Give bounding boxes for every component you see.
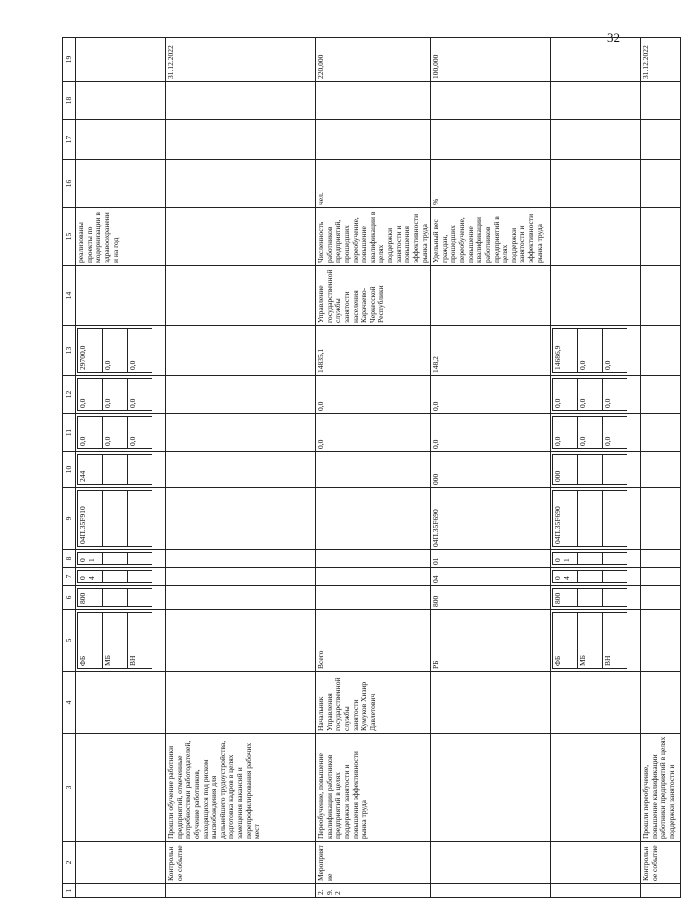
fund-stack	[551, 610, 641, 672]
table-cell-10	[641, 452, 681, 488]
table-cell-4: Начальник Управления государственной службы занятости Кумуков Хизир Давлетович	[316, 672, 431, 734]
column-header: 7	[63, 568, 76, 586]
table-row	[76, 38, 166, 898]
table-cell-3	[431, 734, 551, 842]
fund-stack	[551, 586, 641, 610]
fund-cell	[128, 571, 153, 583]
table-cell-18	[166, 82, 316, 120]
fund-cell: 04П.35F910	[78, 491, 103, 547]
table-cell-1	[76, 884, 166, 898]
table-cell-1	[641, 884, 681, 898]
table-cell-16: %	[431, 160, 551, 208]
column-header: 15	[63, 208, 76, 266]
fund-stack	[551, 326, 641, 376]
fund-cell: 0,0	[553, 417, 578, 449]
table-cell-10: 000	[431, 452, 551, 488]
column-header: 13	[63, 326, 76, 376]
table-cell-14	[166, 266, 316, 326]
fund-cell	[103, 491, 128, 547]
fund-cell: 0,0	[603, 379, 628, 411]
column-header: 11	[63, 414, 76, 452]
table-cell-17	[76, 120, 166, 160]
column-header: 16	[63, 160, 76, 208]
table-cell-3: Прошли обучение работники предприятий, отмеченные потребностями работодателей, обучение работников, находящихся под риском высвобождения для дальнейшего трудоустройства, подготовка кадров в целях замещения вакансий и перепрофилирования рабочих мест	[166, 734, 316, 842]
fund-cell: 0,0	[128, 379, 153, 411]
fund-cell: 0,0	[603, 417, 628, 449]
fund-stack	[76, 452, 166, 488]
table-cell-5	[641, 610, 681, 672]
table-cell-17	[641, 120, 681, 160]
table-cell-8: 01	[431, 550, 551, 568]
fund-cell	[603, 553, 628, 565]
table-cell-8	[166, 550, 316, 568]
table-cell-9	[641, 488, 681, 550]
table-cell-13: 14835,1	[316, 326, 431, 376]
table-cell-17	[431, 120, 551, 160]
table-cell-12	[641, 376, 681, 414]
table-cell-2: Мероприятие	[316, 842, 431, 884]
fund-cell	[103, 589, 128, 607]
table-cell-4	[431, 672, 551, 734]
fund-cell	[578, 553, 603, 565]
fund-cell: 244	[78, 455, 103, 485]
table-cell-7	[316, 568, 431, 586]
table-cell-4	[76, 672, 166, 734]
fund-cell: 0,0	[103, 417, 128, 449]
table-cell-8	[641, 550, 681, 568]
table-cell-3	[76, 734, 166, 842]
table-cell-15: Численность работников предприятий, прошедших переобучение, повышение квалификации в целях поддержки занятости и повышения эффективности рынка труда	[316, 208, 431, 266]
table-cell-1	[431, 884, 551, 898]
table-cell-3: Переобучение, повышение квалификации работников предприятий в целях поддержки занятости и повышения эффективности рынка труда	[316, 734, 431, 842]
table-cell-11: 0,0	[316, 414, 431, 452]
table-cell-18	[316, 82, 431, 120]
table-row	[166, 38, 316, 898]
table-cell-16	[76, 160, 166, 208]
table-cell-1	[551, 884, 641, 898]
table-cell-14	[431, 266, 551, 326]
fund-stack	[76, 550, 166, 568]
fund-cell: МБ	[103, 613, 128, 669]
table-cell-17	[551, 120, 641, 160]
fund-stack	[76, 414, 166, 452]
fund-cell: МБ	[578, 613, 603, 669]
fund-stack	[76, 376, 166, 414]
fund-stack	[551, 550, 641, 568]
table-cell-16: чел.	[316, 160, 431, 208]
column-header: 8	[63, 550, 76, 568]
table-cell-9	[316, 488, 431, 550]
fund-stack	[76, 488, 166, 550]
column-header: 9	[63, 488, 76, 550]
table-cell-18	[641, 82, 681, 120]
fund-cell: 01	[553, 553, 578, 565]
fund-cell	[103, 553, 128, 565]
table-cell-9	[166, 488, 316, 550]
column-header: 17	[63, 120, 76, 160]
column-header: 1	[63, 884, 76, 898]
fund-cell	[103, 571, 128, 583]
table-cell-2: Контрольное событие	[641, 842, 681, 884]
table-cell-17	[166, 120, 316, 160]
table-cell-10	[166, 452, 316, 488]
fund-cell: 0,0	[78, 379, 103, 411]
page-number: 32	[607, 30, 620, 45]
table-cell-15: Удельный вес граждан, прошедших переобучение, повышение квалификации работников предприятий в целях поддержки занятости и эффективности рынка труда	[431, 208, 551, 266]
program-table	[62, 37, 681, 898]
fund-cell: 0,0	[578, 379, 603, 411]
fund-stack	[76, 568, 166, 586]
table-cell-19: 31.12.2022	[641, 38, 681, 82]
fund-cell	[128, 455, 153, 485]
fund-cell	[603, 589, 628, 607]
column-header: 10	[63, 452, 76, 488]
table-cell-6	[166, 586, 316, 610]
column-header: 18	[63, 82, 76, 120]
table-cell-14	[551, 266, 641, 326]
table-cell-6: 800	[431, 586, 551, 610]
table-cell-13: 148,2	[431, 326, 551, 376]
fund-stack	[551, 568, 641, 586]
column-header: 5	[63, 610, 76, 672]
table-cell-17	[316, 120, 431, 160]
fund-cell: ВН	[128, 613, 153, 669]
fund-cell	[103, 455, 128, 485]
header-row	[63, 38, 76, 898]
fund-cell: 0,0	[578, 329, 603, 373]
table-cell-14: Управление государственной службы занятости населения Карачаево-Черкесской Республики	[316, 266, 431, 326]
table-row	[551, 38, 641, 898]
table-cell-12: 0,0	[431, 376, 551, 414]
table-cell-13	[166, 326, 316, 376]
column-header: 4	[63, 672, 76, 734]
table-cell-3: Прошли переобучение, повышение квалификации работники предприятий в целях поддержки занятости и	[641, 734, 681, 842]
table-cell-4	[551, 672, 641, 734]
table-cell-13	[641, 326, 681, 376]
table-cell-15	[166, 208, 316, 266]
fund-cell	[578, 455, 603, 485]
table-cell-11	[641, 414, 681, 452]
table-cell-7	[641, 568, 681, 586]
table-row	[431, 38, 551, 898]
table-cell-4	[166, 672, 316, 734]
table-cell-16	[551, 160, 641, 208]
table-cell-11: 0,0	[431, 414, 551, 452]
table-cell-15: реализованы проекты по модернизации в здравоохранении на год	[76, 208, 166, 266]
table-cell-1: 2.9.2	[316, 884, 431, 898]
fund-cell: 01	[78, 553, 103, 565]
table-cell-19	[76, 38, 166, 82]
table-cell-3	[551, 734, 641, 842]
table-cell-18	[431, 82, 551, 120]
table-cell-18	[551, 82, 641, 120]
fund-cell: 0,0	[78, 417, 103, 449]
fund-cell: 0,0	[128, 329, 153, 373]
fund-stack	[76, 610, 166, 672]
fund-cell: ФБ	[78, 613, 103, 669]
table-cell-2	[76, 842, 166, 884]
table-cell-19: 31.12.2022	[166, 38, 316, 82]
table-row	[641, 38, 681, 898]
fund-cell: ФБ	[553, 613, 578, 669]
table-cell-2	[431, 842, 551, 884]
fund-cell: 800	[78, 589, 103, 607]
fund-cell	[578, 571, 603, 583]
table-cell-16	[641, 160, 681, 208]
table-cell-15	[641, 208, 681, 266]
table-cell-5: РБ	[431, 610, 551, 672]
table-cell-8	[316, 550, 431, 568]
table-cell-7	[166, 568, 316, 586]
fund-cell: 0,0	[553, 379, 578, 411]
table-cell-11	[166, 414, 316, 452]
column-header: 3	[63, 734, 76, 842]
fund-cell: 0,0	[103, 329, 128, 373]
column-header: 2	[63, 842, 76, 884]
fund-cell: 0,0	[128, 417, 153, 449]
fund-cell: 0,0	[103, 379, 128, 411]
table-cell-2: Контрольное событие	[166, 842, 316, 884]
table-row	[316, 38, 431, 898]
fund-cell	[578, 589, 603, 607]
table-cell-5	[166, 610, 316, 672]
rotated-table-container	[62, 38, 676, 898]
table-cell-18	[76, 82, 166, 120]
table-cell-5: Всего	[316, 610, 431, 672]
table-cell-7: 04	[431, 568, 551, 586]
fund-cell: 0,0	[603, 329, 628, 373]
table-cell-10	[316, 452, 431, 488]
fund-cell: 0,0	[578, 417, 603, 449]
table-cell-19	[551, 38, 641, 82]
fund-cell: 14686,9	[553, 329, 578, 373]
table-cell-9: 04П.35F690	[431, 488, 551, 550]
column-header: 12	[63, 376, 76, 414]
fund-cell	[128, 589, 153, 607]
table-cell-15	[551, 208, 641, 266]
fund-cell	[578, 491, 603, 547]
fund-cell	[128, 553, 153, 565]
fund-cell	[603, 491, 628, 547]
fund-cell	[603, 455, 628, 485]
fund-cell: 04	[553, 571, 578, 583]
fund-cell	[603, 571, 628, 583]
fund-cell: 29700,0	[78, 329, 103, 373]
table-cell-12: 0,0	[316, 376, 431, 414]
table-cell-1	[166, 884, 316, 898]
table-cell-6	[641, 586, 681, 610]
table-cell-16	[166, 160, 316, 208]
fund-cell: 000	[553, 455, 578, 485]
fund-stack	[551, 488, 641, 550]
table-cell-4	[641, 672, 681, 734]
fund-stack	[551, 376, 641, 414]
fund-cell: 04П.35F690	[553, 491, 578, 547]
table-cell-6	[316, 586, 431, 610]
table-cell-12	[166, 376, 316, 414]
table-cell-19: 220,000	[316, 38, 431, 82]
column-header: 19	[63, 38, 76, 82]
table-cell-19: 100,000	[431, 38, 551, 82]
fund-stack	[551, 452, 641, 488]
table-cell-14	[76, 266, 166, 326]
table-cell-2	[551, 842, 641, 884]
fund-cell: ВН	[603, 613, 628, 669]
fund-cell: 800	[553, 589, 578, 607]
fund-cell	[128, 491, 153, 547]
fund-stack	[76, 586, 166, 610]
fund-cell: 04	[78, 571, 103, 583]
column-header: 14	[63, 266, 76, 326]
table-cell-14	[641, 266, 681, 326]
column-header: 6	[63, 586, 76, 610]
fund-stack	[551, 414, 641, 452]
fund-stack	[76, 326, 166, 376]
